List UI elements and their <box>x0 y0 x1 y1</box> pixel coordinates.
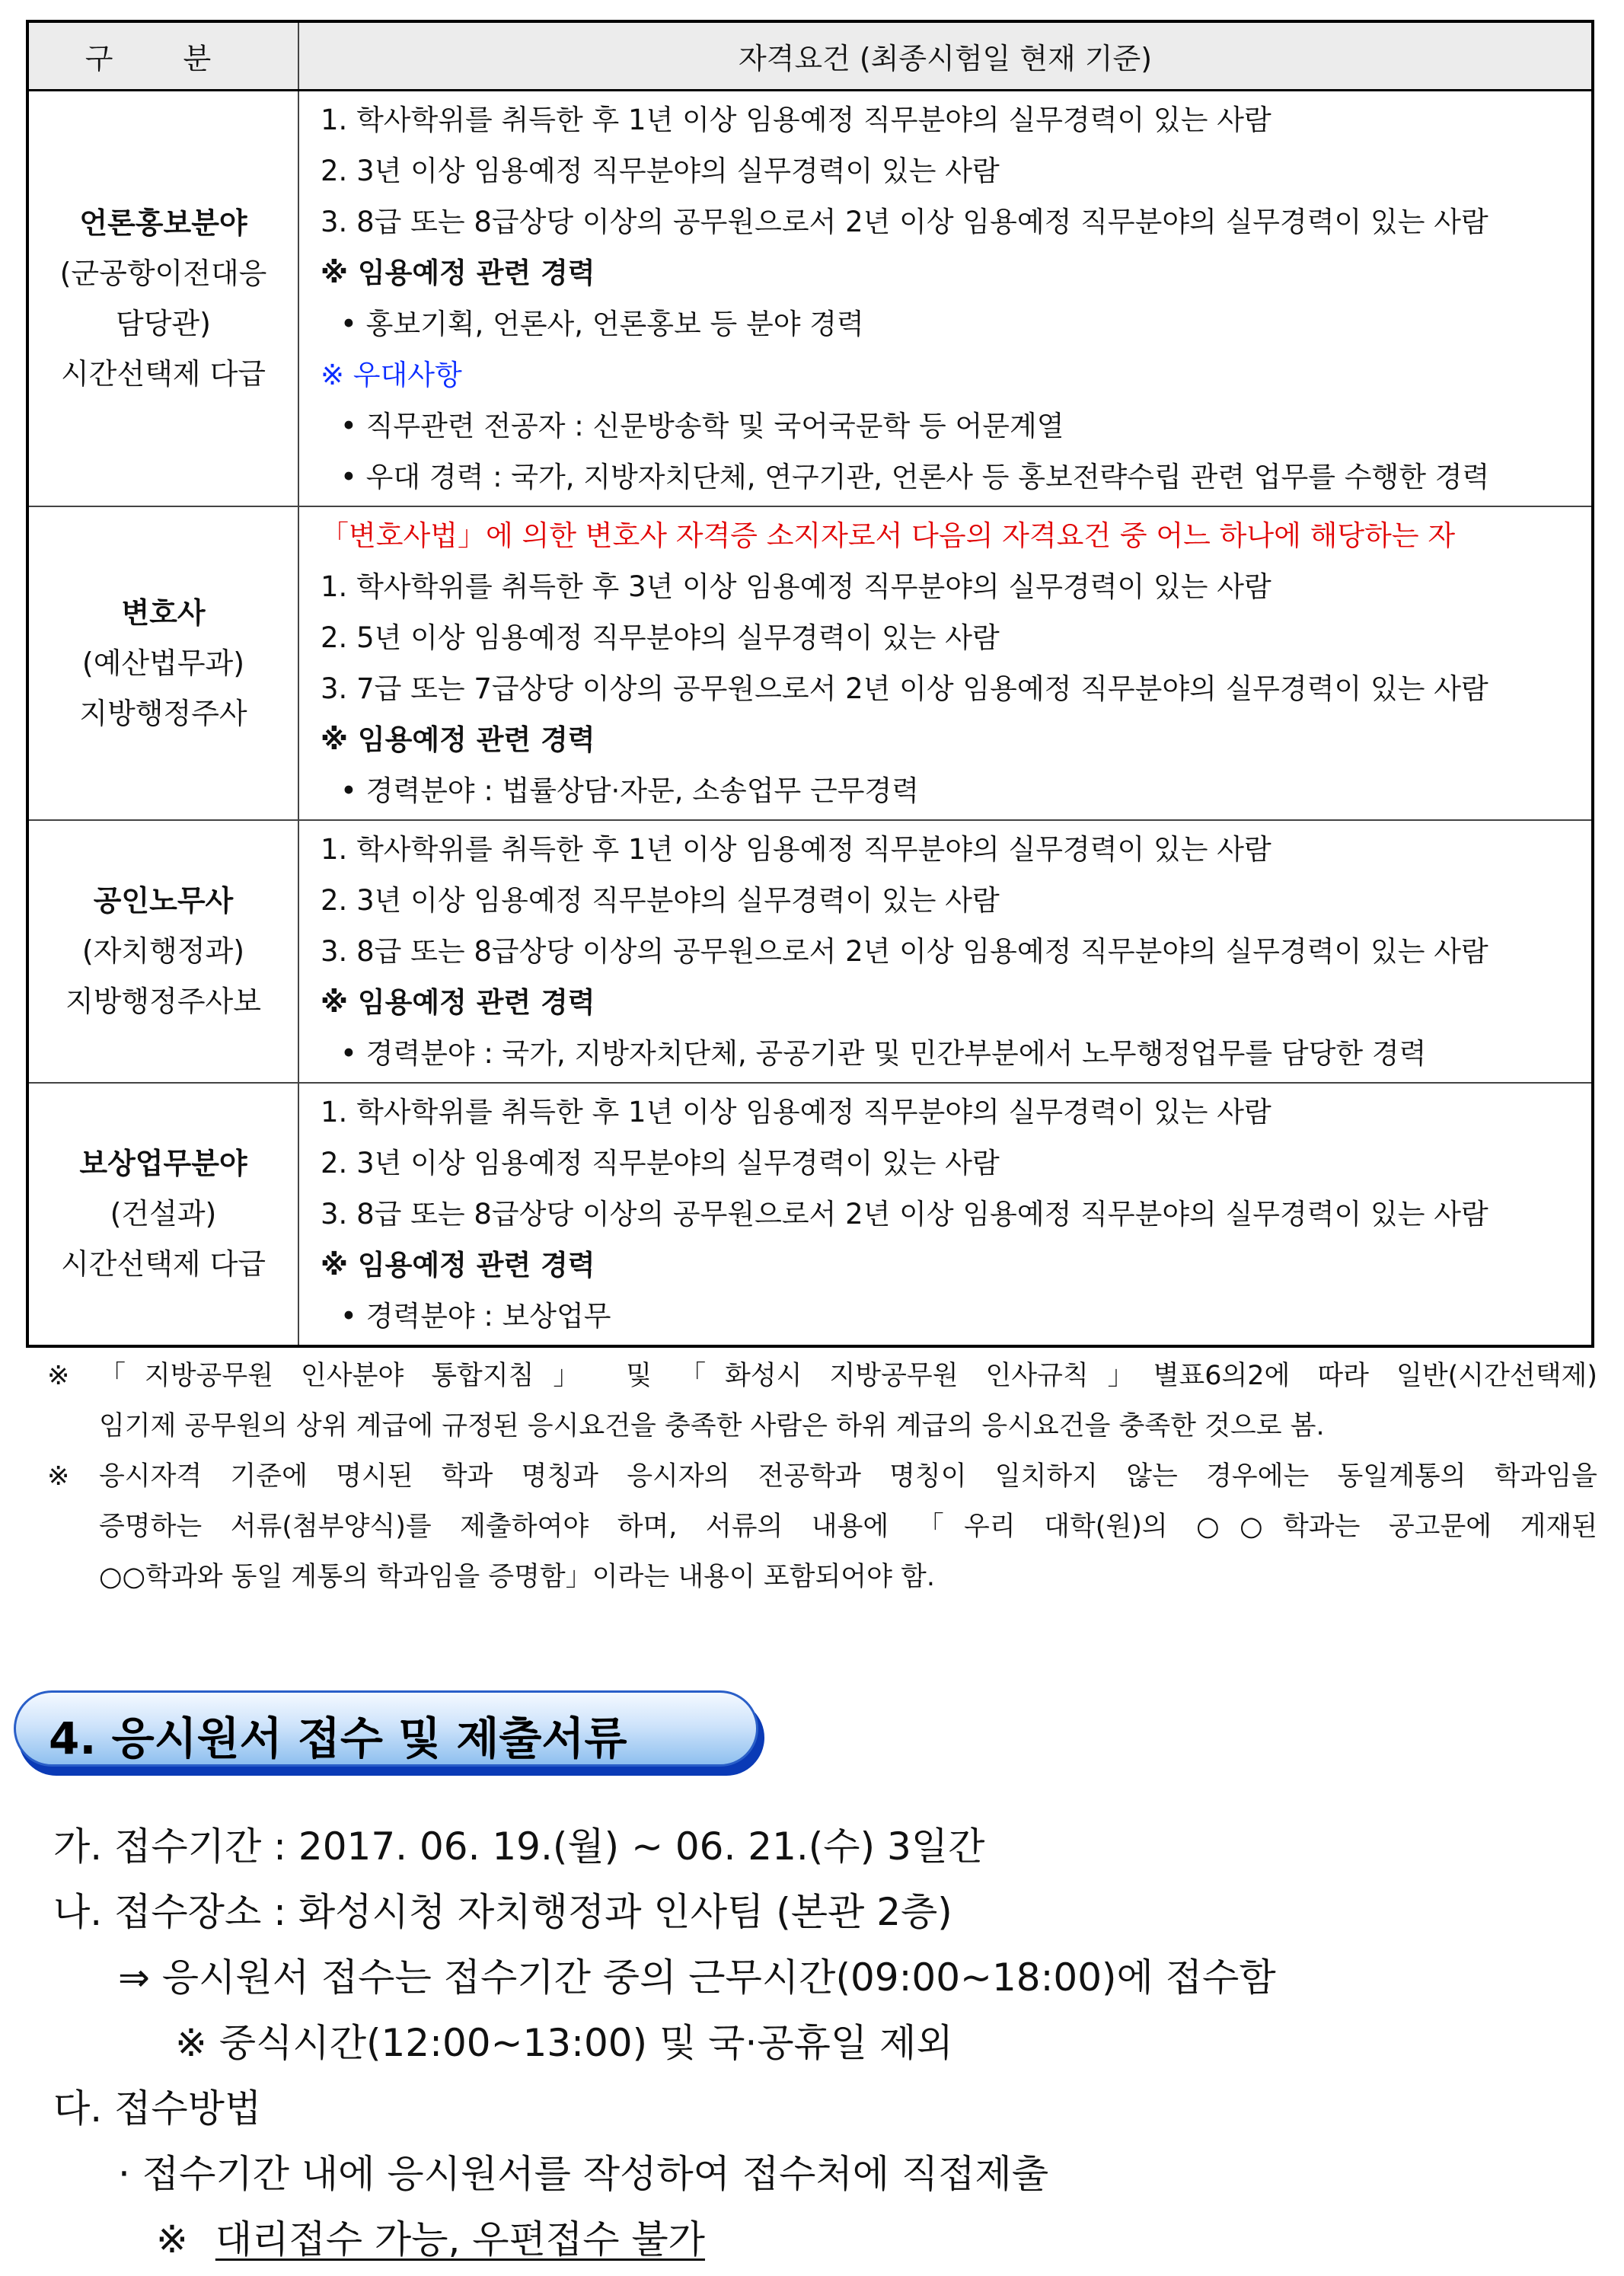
requirement-line: 2. 3년 이상 임용예정 직무분야의 실무경력이 있는 사람 <box>321 883 1000 917</box>
requirement-line: 「변호사법」에 의한 변호사 자격증 소지자로서 다음의 자격요건 중 어느 하나에 해당하는 자 <box>321 519 1456 552</box>
note-1-cont <box>47 1401 1597 1451</box>
requirement-line: ※ 임용예정 관련 경력 <box>321 985 595 1019</box>
category-cell <box>27 506 298 820</box>
category-title: 보상업무분야 <box>79 1147 247 1180</box>
requirement-line: • 홍보기획, 언론사, 언론홍보 등 분야 경력 <box>340 307 864 340</box>
intake-exclusion: ※ 중식시간(12:00~13:00) 및 국·공휴일 제외 <box>175 2021 953 2065</box>
requirement-line: 3. 8급 또는 8급상당 이상의 공무원으로서 2년 이상 임용예정 직무분야의 실무경력이 있는 사람 <box>321 205 1488 238</box>
note-2-mark: ※ <box>47 1461 70 1492</box>
category-detail: (자치행정과) <box>81 934 245 968</box>
intake-info <box>53 1814 1276 2272</box>
qualification-table <box>26 20 1594 1348</box>
table-row <box>27 820 1593 1083</box>
category-title: 변호사 <box>121 595 206 630</box>
note-1-line-1: 「지방공무원 인사분야 통합지침」 및 「화성시 지방공무원 인사규칙」별표6의2에 따라 일반(시간선택제) <box>99 1361 1597 1391</box>
requirements-cell <box>298 506 1593 820</box>
note-1 <box>47 1351 1597 1401</box>
note-2 <box>47 1451 1597 1502</box>
intake-period: 가. 접수기간 : 2017. 06. 19.(월) ~ 06. 21.(수) 3일간 <box>53 1824 985 1869</box>
requirement-line: 3. 7급 또는 7급상당 이상의 공무원으로서 2년 이상 임용예정 직무분야의 실무경력이 있는 사람 <box>321 672 1488 705</box>
requirements-cell <box>298 90 1593 506</box>
intake-note-mark: ※ <box>156 2217 188 2262</box>
table-row <box>27 1083 1593 1346</box>
note-2-line-3: ○○학과와 동일 계통의 학과임을 증명함」이라는 내용이 포함되어야 함. <box>99 1562 935 1592</box>
category-detail: 지방행정주사 <box>79 696 247 730</box>
requirement-line: 2. 5년 이상 임용예정 직무분야의 실무경력이 있는 사람 <box>321 621 1000 654</box>
requirements-cell <box>298 820 1593 1083</box>
category-title: 언론홍보분야 <box>79 206 247 240</box>
requirement-line: 3. 8급 또는 8급상당 이상의 공무원으로서 2년 이상 임용예정 직무분야의 실무경력이 있는 사람 <box>321 934 1488 968</box>
section-4-banner <box>14 1690 766 1777</box>
intake-method-detail: · 접수기간 내에 응시원서를 작성하여 접수처에 직접제출 <box>118 2152 1049 2196</box>
category-cell <box>27 820 298 1083</box>
note-2-line-1: 응시자격 기준에 명시된 학과 명칭과 응시자의 전공학과 명칭이 일치하지 않는 경우에는 동일계통의 학과임을 <box>99 1461 1597 1492</box>
requirement-line: • 경력분야 : 보상업무 <box>340 1299 611 1333</box>
requirement-line: ※ 임용예정 관련 경력 <box>321 723 595 756</box>
section-4-title: 4. 응시원서 접수 및 제출서류 <box>49 1713 627 1764</box>
intake-method: 다. 접수방법 <box>53 2086 262 2131</box>
category-cell <box>27 1083 298 1346</box>
category-detail: (예산법무과) <box>81 646 245 680</box>
requirement-line: • 경력분야 : 법률상담·자문, 소송업무 근무경력 <box>340 774 919 807</box>
table-row <box>27 506 1593 820</box>
requirement-line: 1. 학사학위를 취득한 후 1년 이상 임용예정 직무분야의 실무경력이 있는 사람 <box>321 103 1271 136</box>
note-1-line-2: 임기제 공무원의 상위 계급에 규정된 응시요건을 충족한 사람은 하위 계급의 응시요건을 충족한 것으로 봄. <box>99 1411 1325 1441</box>
requirement-line: • 직무관련 전공자 : 신문방송학 및 국어국문학 등 어문계열 <box>340 409 1064 442</box>
requirement-line: 1. 학사학위를 취득한 후 1년 이상 임용예정 직무분야의 실무경력이 있는 사람 <box>321 1095 1271 1128</box>
note-2-line-2: 증명하는 서류(첨부양식)를 제출하여야 하며, 서류의 내용에 「우리 대학(원)의 ○○학과는 공고문에 게재된 <box>99 1511 1597 1542</box>
header-category: 구 분 <box>27 21 298 90</box>
requirement-line: 2. 3년 이상 임용예정 직무분야의 실무경력이 있는 사람 <box>321 154 1000 187</box>
notes <box>47 1351 1597 1602</box>
intake-place: 나. 접수장소 : 화성시청 자치행정과 인사팀 (본관 2층) <box>53 1890 952 1934</box>
category-detail: (건설과) <box>110 1197 217 1231</box>
category-detail: 시간선택제 다급 <box>60 356 266 391</box>
requirement-line: ※ 우대사항 <box>321 358 462 391</box>
intake-hours: ⇒ 응시원서 접수는 접수기간 중의 근무시간(09:00~18:00)에 접수함 <box>118 1955 1276 2000</box>
requirement-line: 3. 8급 또는 8급상당 이상의 공무원으로서 2년 이상 임용예정 직무분야의 실무경력이 있는 사람 <box>321 1197 1488 1231</box>
category-detail: 담당관) <box>116 306 211 340</box>
header-requirements: 자격요건 (최종시험일 현재 기준) <box>298 21 1593 90</box>
table-header-row <box>27 21 1593 90</box>
note-2-cont-2 <box>47 1552 1597 1602</box>
intake-note-text: 대리접수 가능, 우편접수 불가 <box>215 2217 705 2262</box>
requirement-line: • 경력분야 : 국가, 지방자치단체, 공공기관 및 민간부분에서 노무행정업무를 담당한 경력 <box>340 1036 1427 1070</box>
category-detail: 지방행정주사보 <box>65 985 261 1018</box>
requirement-line: ※ 임용예정 관련 경력 <box>321 1248 595 1282</box>
category-detail: (군공항이전대응 <box>59 256 267 290</box>
note-1-mark: ※ <box>47 1361 70 1391</box>
category-title: 공인노무사 <box>93 884 234 918</box>
category-detail: 시간선택제 다급 <box>60 1247 266 1281</box>
table-row <box>27 90 1593 506</box>
requirement-line: • 우대 경력 : 국가, 지방자치단체, 연구기관, 언론사 등 홍보전략수립 관련 업무를 수행한 경력 <box>340 460 1490 493</box>
requirement-line: 1. 학사학위를 취득한 후 1년 이상 임용예정 직무분야의 실무경력이 있는 사람 <box>321 832 1271 866</box>
category-cell <box>27 90 298 506</box>
note-2-cont <box>47 1502 1597 1552</box>
intake-note <box>53 2207 1276 2272</box>
requirement-line: 1. 학사학위를 취득한 후 3년 이상 임용예정 직무분야의 실무경력이 있는 사람 <box>321 570 1271 603</box>
requirement-line: ※ 임용예정 관련 경력 <box>321 256 595 289</box>
requirement-line: 2. 3년 이상 임용예정 직무분야의 실무경력이 있는 사람 <box>321 1146 1000 1179</box>
requirements-cell <box>298 1083 1593 1346</box>
